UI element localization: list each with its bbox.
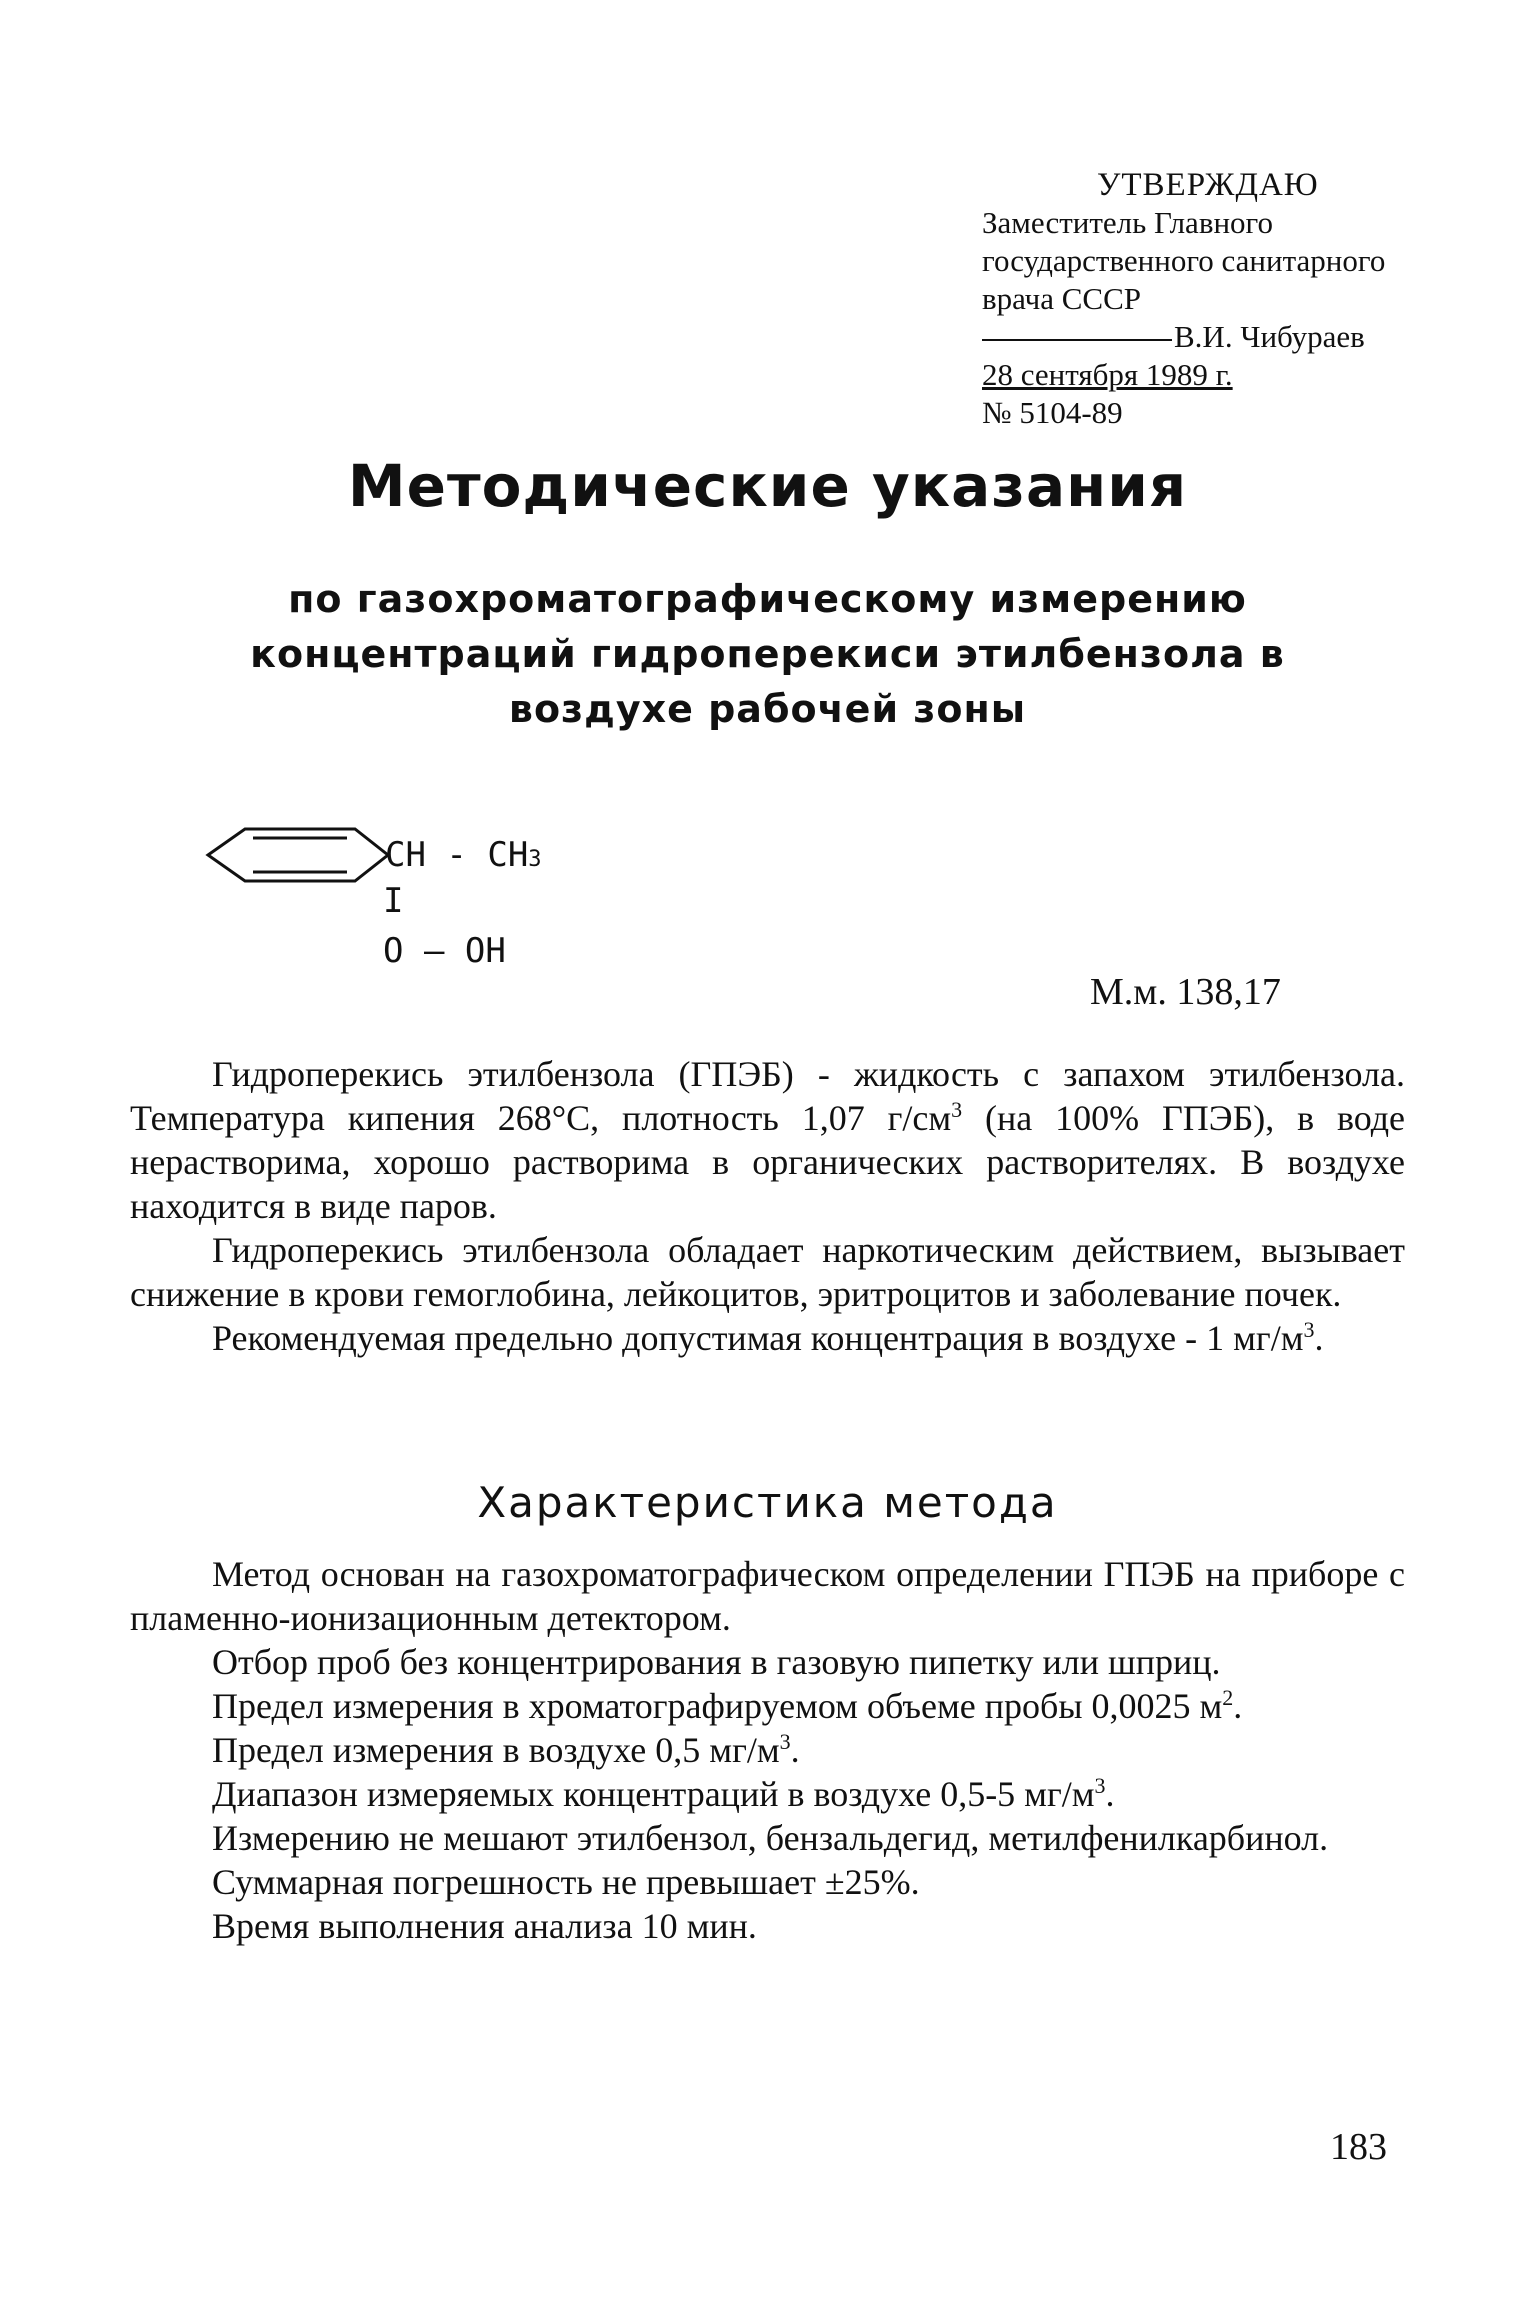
- intro-text: [130, 1052, 1405, 1360]
- subtitle-line3: воздухе рабочей зоны: [508, 687, 1027, 731]
- intro-paragraph-3: [130, 1316, 1405, 1360]
- method-p4-sup: 3: [779, 1729, 791, 1754]
- approval-date: 28 сентября 1989 г.: [982, 357, 1233, 392]
- molar-mass: М.м. 138,17: [1090, 971, 1281, 1013]
- method-p4-tail: .: [790, 1730, 800, 1770]
- formula-bottom-group: O — OH: [383, 931, 506, 971]
- structural-formula: [205, 825, 585, 995]
- method-text: [130, 1552, 1405, 1948]
- method-paragraph-3: [130, 1684, 1405, 1728]
- intro-p3-tail: .: [1314, 1318, 1324, 1358]
- method-paragraph-6: Измерению не мешают этилбензол, бензальдегид, метилфенилкарбинол.: [212, 1818, 1329, 1858]
- approval-position-line2: государственного санитарного: [982, 243, 1386, 278]
- page-number: 183: [1330, 2126, 1387, 2168]
- document-subtitle: [200, 572, 1335, 737]
- method-p3-text: Предел измерения в хроматографируемом объеме пробы 0,0025 м: [212, 1686, 1223, 1726]
- method-paragraph-4: [130, 1728, 1405, 1772]
- intro-p3-sup: 3: [1303, 1317, 1315, 1342]
- signature-blank: [982, 339, 1172, 341]
- method-p5-sup: 3: [1094, 1773, 1106, 1798]
- method-paragraph-8: Время выполнения анализа 10 мин.: [212, 1906, 757, 1946]
- intro-p1-sup: 3: [951, 1097, 963, 1122]
- approval-signature-name: В.И. Чибураев: [1174, 319, 1365, 354]
- method-paragraph-1: Метод основан на газохроматографическом определении ГПЭБ на приборе с пламенно-ионизационным детектором.: [130, 1554, 1405, 1638]
- approval-heading: УТВЕРЖДАЮ: [1097, 167, 1319, 203]
- formula-bond: I: [383, 881, 404, 921]
- document-title: Методические указания: [347, 452, 1188, 520]
- intro-p3-text: Рекомендуемая предельно допустимая концентрация в воздухе - 1 мг/м: [212, 1318, 1304, 1358]
- intro-paragraph-2: Гидроперекись этилбензола обладает наркотическим действием, вызывает снижение в крови гемоглобина, лейкоцитов, эритроцитов и заболевание почек.: [130, 1230, 1405, 1314]
- subtitle-line1: по газохроматографическому измерению: [288, 577, 1247, 621]
- subtitle-line2: концентраций гидроперекиси этилбензола в: [250, 632, 1285, 676]
- method-p5-tail: .: [1105, 1774, 1115, 1814]
- intro-paragraph-1: [130, 1052, 1405, 1228]
- method-p3-tail: .: [1233, 1686, 1243, 1726]
- method-paragraph-7: Суммарная погрешность не превышает ±25%.: [212, 1862, 920, 1902]
- method-paragraph-5: [130, 1772, 1405, 1816]
- method-p3-sup: 2: [1222, 1685, 1234, 1710]
- method-p5-text: Диапазон измеряемых концентраций в воздухе 0,5-5 мг/м: [212, 1774, 1095, 1814]
- formula-top-group: [385, 835, 542, 875]
- intro-p1-tail: (на 100% ГПЭБ), в воде нерастворима, хорошо растворима в органических растворителях. В воздухе находится в виде паров.: [130, 1098, 1405, 1226]
- formula-ch-ch: CH - CH: [385, 835, 529, 875]
- method-p4-text: Предел измерения в воздухе 0,5 мг/м: [212, 1730, 780, 1770]
- approval-number: № 5104-89: [982, 395, 1123, 430]
- approval-position-line3: врача СССР: [982, 281, 1142, 316]
- approval-position-line1: Заместитель Главного: [982, 205, 1273, 240]
- section-title: Характеристика метода: [477, 1478, 1058, 1527]
- method-paragraph-2: Отбор проб без концентрирования в газовую пипетку или шприц.: [212, 1642, 1221, 1682]
- formula-subscript: 3: [528, 847, 542, 872]
- benzene-ring-icon: [205, 825, 395, 885]
- approval-signature-line: [982, 318, 1412, 356]
- intro-p1-text: Гидроперекись этилбензола (ГПЭБ) - жидкость с запахом этилбензола. Температура кипения 268°С, плотность 1,07 г/см: [130, 1054, 1405, 1138]
- approval-block: [982, 166, 1412, 432]
